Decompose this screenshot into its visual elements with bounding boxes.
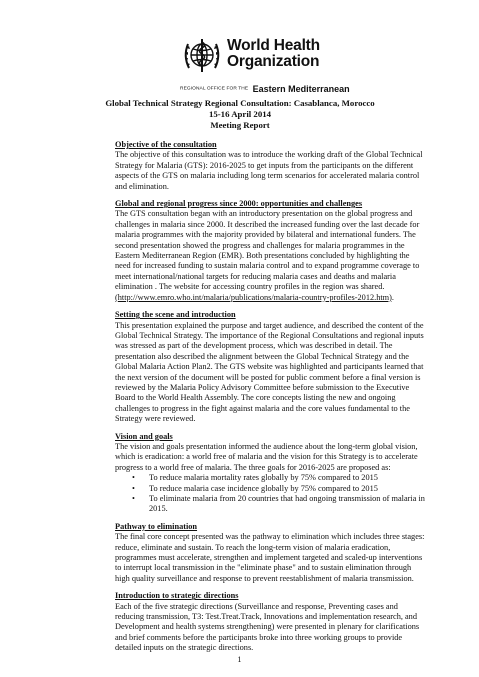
section-paragraph: Each of the five strategic directions (Surveillance and response, Preventing cases and reducing transmission, T3: Test.Treat.Track, Innovations and implementation research, and Development and health systems strengthening) were presented in plenary for clarifications and brief comments before the participants broke into three working groups to provide detailed inputs on the strategic directions. bbox=[115, 601, 420, 653]
report-header bbox=[60, 98, 420, 131]
section-paragraph: This presentation explained the purpose and target audience, and described the content of the Global Technical Strategy. The importance of the Regional Consultations and regional inputs was stressed as part of the development process, which was described in detail. The presentation also described the alignment between the Global Technical Strategy and the Global Malaria Action Plan2. The GTS website was highlighted and participants learned that the next version of the document will be posted for public comment before a final version is reviewed by the Malaria Policy Advisory Committee before submission to the Executive Board to the World Health Assembly. The core concepts listing the new and ongoing challenges to progress in the fight against malaria and the core values fundamental to the Strategy were reviewed. bbox=[115, 320, 424, 424]
section-pathway bbox=[115, 522, 425, 584]
paragraph-text: The GTS consultation began with an introductory presentation on the global progress and challenges in malaria since 2000. It described the increased funding over the last decade for malaria programmes with the majority provided by bilateral and international funders. The second presentation showed the progress and challenges for malaria programmes in the Eastern Mediterranean Region (EMR). Both presentations concluded by highlighting the need for increased funding to sustain malaria control and to expand programme coverage to meet international/national targets for reducing malaria cases and deaths and malaria elimination . The website for accessing country profiles in the region was shared. bbox=[115, 209, 420, 292]
section-objective bbox=[115, 140, 425, 192]
section-paragraph: The objective of this consultation was to introduce the working draft of the Global Technical Strategy for Malaria (GTS): 2016-2025 to get inputs from the participants on the different aspects of the GTS on malaria including long term scenarios for accelerated malaria control and elimination. bbox=[115, 150, 423, 191]
who-logo bbox=[180, 30, 350, 94]
section-directions bbox=[115, 591, 425, 653]
goals-list bbox=[115, 473, 425, 515]
report-body bbox=[115, 140, 425, 661]
section-vision bbox=[115, 432, 425, 515]
who-emblem-icon bbox=[180, 34, 224, 78]
report-dates: 15-16 April 2014 bbox=[208, 109, 272, 119]
link-tail: . bbox=[391, 292, 394, 302]
section-heading: Objective of the consultation bbox=[115, 140, 217, 149]
country-profiles-link[interactable]: (http://www.emro.who.int/malaria/publications/malaria-country-profiles-2012.htm) bbox=[115, 292, 392, 302]
section-heading: Pathway to elimination bbox=[115, 521, 198, 531]
goal-item: • To eliminate malaria from 20 countries that had ongoing transmission of malaria in 2015. bbox=[149, 494, 425, 515]
report-title: Global Technical Strategy Regional Consultation: Casablanca, Morocco bbox=[105, 98, 375, 108]
section-paragraph bbox=[115, 209, 425, 303]
section-heading: Setting the scene and introduction bbox=[115, 310, 236, 320]
section-progress bbox=[115, 199, 425, 303]
section-paragraph: The vision and goals presentation informed the audience about the long-term global vision, which is eradication: a world free of malaria and the vision for this Strategy is to accelerate progress to a world free of malaria. The three goals for 2016-2025 are proposed as: bbox=[115, 441, 418, 472]
goal-item: • To reduce malaria case incidence globally by 75% compared to 2015 bbox=[149, 484, 425, 494]
section-heading: Global and regional progress since 2000: opportunities and challenges bbox=[115, 199, 363, 209]
region-prefix: REGIONAL OFFICE FOR THE bbox=[180, 86, 249, 92]
goal-item: • To reduce malaria mortality rates globally by 75% compared to 2015 bbox=[149, 473, 425, 483]
section-paragraph: The final core concept presented was the pathway to elimination which includes three stages: reduce, eliminate and sustain. To reach the long-term vision of malaria eradication, programmes must accelerate, strengthen and implement targeted and scaled-up interventions to interrupt local transmission in the "eliminate phase" and to sustain elimination through high quality surveillance and response to prevent reestablishment of malaria transmission. bbox=[115, 532, 425, 583]
page-number: 1 bbox=[237, 655, 242, 664]
org-name-line2: Organization bbox=[227, 53, 320, 70]
section-scene bbox=[115, 310, 425, 424]
section-heading: Vision and goals bbox=[115, 431, 173, 441]
section-heading: Introduction to strategic directions bbox=[115, 591, 239, 601]
org-name bbox=[227, 38, 320, 70]
report-subtitle: Meeting Report bbox=[210, 120, 270, 130]
org-name-line1: World Health bbox=[227, 37, 320, 54]
regional-office-line bbox=[180, 80, 350, 98]
region-name: Eastern Mediterranean bbox=[252, 83, 350, 94]
